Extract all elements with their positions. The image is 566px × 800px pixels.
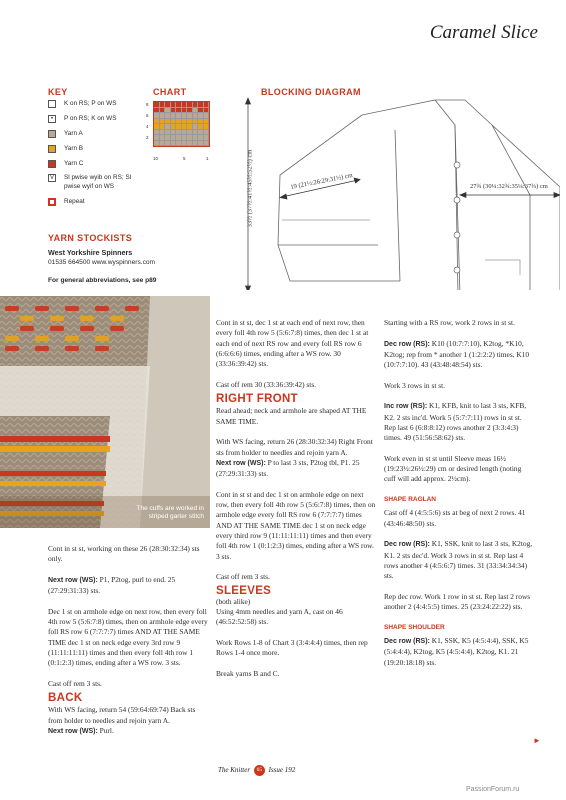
key-label: Repeat: [64, 197, 85, 205]
key-label: Yarn B: [64, 144, 84, 152]
paragraph: Dec row (RS): K1, SSK, knit to last 3 sts, K2tog, K1. 2 sts dec'd. Work 3 rows in st st. Rep last 4 rows another 4 (4:5:6:7) times. 31 (33:34:34:34) sts.: [384, 539, 533, 581]
key-swatch: [48, 145, 56, 153]
paragraph: Next row (WS): P to last 3 sts, P2tog tbl, P1. 25 (27:29:31:33) sts.: [216, 457, 360, 479]
magazine-name: The Knitter: [218, 766, 251, 775]
paragraph: With WS facing, return 54 (59:64:69:74) Back sts from holder to needles and rejoin yarn A.: [48, 705, 196, 725]
paragraph: Cast off rem 3 sts.: [48, 678, 102, 688]
blocking-diagram: [230, 95, 560, 290]
key-swatch: V: [49, 175, 54, 182]
key-list: [48, 100, 143, 213]
chart-grid: [153, 101, 210, 147]
stockists-heading: YARN STOCKISTS: [48, 233, 133, 243]
key-label: P on RS; K on WS: [64, 114, 117, 122]
paragraph: With WS facing, return 26 (28:30:32:34) Right Front sts from holder to needles and rejoin yarn A.: [216, 437, 373, 457]
back-heading: BACK: [48, 692, 83, 705]
paragraph: Cast off 4 (4:5:5:6) sts at beg of next 2 rows. 41 (43:46:48:50) sts.: [384, 508, 526, 528]
paragraph: Cont in st st and dec 1 st on armhole edge on next row, then every foll 4th row 5 (5:6:7:8) times, then on armhole edge every foll RS row 6 (7:7:7:7) times AND AT THE SAME TIME dec 1 st on neck edge every third row 9 (11:11:11:11) times and then every foll 4th row 1 (0:1:2:3) times, ending after a WS row. 3 sts.: [216, 489, 376, 561]
key-item: [48, 115, 143, 124]
paragraph: Dec 1 st on armhole edge on next row, then every foll 4th row 5 (5:6:7:8) times, then on armhole edge every foll RS row 6 (7:7:7:7) times AND AT THE SAME TIME dec 1 st on neck edge every 3rd row 9 (11:11:11:11) times and then every foll 4th row 1 (0:1:2:3) times, ending after a WS row. 3 sts.: [48, 606, 208, 668]
sleeve-measure-label: 19 (21½:26:29:31½) cm: [289, 172, 354, 191]
button-icon: [454, 162, 460, 168]
supplier-contact: 01535 664500 www.wyspinners.com: [48, 259, 156, 266]
photo-caption: The cuffs are worked in striped garter stitch: [136, 505, 204, 520]
key-label: Yarn C: [64, 159, 84, 167]
chart-col-number: 10: [153, 156, 159, 161]
paragraph: Cast off rem 30 (33:36:39:42) sts.: [216, 379, 317, 389]
column-left: [48, 544, 208, 748]
paragraph: Work Rows 1-8 of Chart 3 (3:4:4:4) times, then rep Rows 1-4 once more.: [216, 637, 368, 658]
paragraph: Break yarns B and C.: [216, 668, 280, 678]
column-middle: [216, 318, 378, 689]
sleeves-heading: SLEEVES: [216, 585, 272, 598]
supplier-name: West Yorkshire Spinners: [48, 248, 133, 257]
page-number: 65: [254, 765, 265, 776]
chart-row-number: 2: [146, 135, 149, 140]
chart-col-number: 5: [183, 156, 186, 161]
continue-arrow-icon: ►: [533, 736, 541, 745]
paragraph: Using 4mm needles and yarn A, cast on 46 (46:52:52:58) sts.: [216, 607, 343, 627]
shape-raglan-heading: SHAPE RAGLAN: [384, 496, 437, 504]
key-swatch: [48, 130, 56, 138]
key-item: [48, 198, 143, 207]
key-item: [48, 160, 143, 169]
paragraph: Rep dec row. Work 1 row in st st. Rep last 2 rows another 2 (4:4:5:5) times. 25 (23:24:22:22) sts.: [384, 591, 531, 612]
paragraph: Starting with a RS row, work 2 rows in st st.: [384, 318, 515, 327]
paragraph: Work 3 rows in st st.: [384, 380, 445, 390]
chart-row-number: 6: [146, 113, 149, 118]
paragraph: Cast off rem 3 sts.: [216, 572, 270, 582]
abbreviations-note: For general abbreviations, see p89: [48, 277, 157, 284]
paragraph: Work even in st st until Sleeve meas 16½ (19:23½:26½:29) cm or desired length (noting cuff will add approx. 2½cm).: [384, 453, 522, 484]
key-item: [48, 100, 143, 109]
issue-number: Issue 192: [268, 766, 296, 775]
page-footer: [218, 765, 295, 776]
paragraph: Next row (WS): Purl.: [48, 726, 114, 736]
paragraph: Next row (WS): P1, P2tog, purl to end. 25 (27:29:31:33) sts.: [48, 574, 176, 596]
watermark: PassionForum.ru: [466, 786, 520, 793]
chart-cell: [204, 141, 210, 147]
button-icon: [454, 232, 460, 238]
key-item: [48, 174, 143, 191]
right-front-heading: RIGHT FRONT: [216, 393, 298, 406]
chart-col-number: 1: [206, 156, 209, 161]
column-right: [384, 318, 534, 678]
key-swatch: [48, 160, 56, 168]
key-swatch: •: [48, 115, 56, 123]
paragraph: Dec row (RS): K1, SSK, K5 (4:5:4:4), SSK, K5 (5:4:4:4), K2tog, K5 (4:5:4:4), K2tog, K1. 21 (19:20:18:18) sts.: [384, 635, 529, 667]
key-swatch: [48, 198, 56, 206]
knitting-chart: [146, 101, 210, 161]
sleeves-subheading: (both alike): [216, 596, 251, 606]
chart-heading: CHART: [153, 87, 187, 97]
paragraph: Cont in st st, dec 1 st at each end of next row, then every foll 4th row 5 (5:6:7:8) times, then dec 1 st at each end of next RS row and every foll RS row 6 (6:6:6:6) times, ending after a WS row. 30 (33:36:39:42) sts.: [216, 318, 369, 369]
chart-row-number: 4: [146, 124, 149, 129]
yarn-stockists: [48, 233, 155, 266]
blocking-heading: BLOCKING DIAGRAM: [261, 87, 361, 97]
key-item: [48, 145, 143, 154]
cuff-photo: [0, 296, 210, 528]
height-measure-label: 33½ (37½:41½:45½:52½) cm: [246, 149, 254, 228]
paragraph: Dec row (RS): K10 (10:7:7:10), K2tog, *K10, K2tog; rep from * another 1 (1:2:2:2) times, K10 (10:7:7:10). 43 (43:48:48:54) sts.: [384, 338, 530, 370]
paragraph: Inc row (RS): K1, KFB, knit to last 3 sts, KFB, K2. 2 sts inc'd. Work 5 (5:7:7:11) rows in st st. Rep last 6 (6:8:8:12) rows another 2 (3:3:4:3) times. 49 (51:56:58:62) sts.: [384, 401, 527, 443]
key-label: Yarn A: [64, 129, 83, 137]
key-swatch: [48, 100, 56, 108]
key-item: [48, 130, 143, 139]
key-label: Sl pwise wyib on RS; Sl pwise wyif on WS: [64, 174, 132, 190]
button-icon: [454, 267, 460, 273]
paragraph: Cont in st st, working on these 26 (28:30:32:34) sts only.: [48, 544, 200, 564]
chart-row-number: 8: [146, 102, 149, 107]
width-measure-label: 27¾ (30¼:32¾:35¼:37¾) cm: [470, 183, 548, 190]
knitted-cuff-image: [0, 296, 210, 528]
key-heading: KEY: [48, 87, 68, 97]
paragraph: Read ahead; neck and armhole are shaped AT THE SAME TIME.: [216, 406, 367, 426]
pattern-title: Caramel Slice: [429, 22, 538, 43]
key-label: K on RS; P on WS: [64, 100, 117, 107]
shape-shoulder-heading: SHAPE SHOULDER: [384, 623, 445, 631]
sleeve-outline: [278, 115, 400, 281]
button-icon: [454, 197, 460, 203]
